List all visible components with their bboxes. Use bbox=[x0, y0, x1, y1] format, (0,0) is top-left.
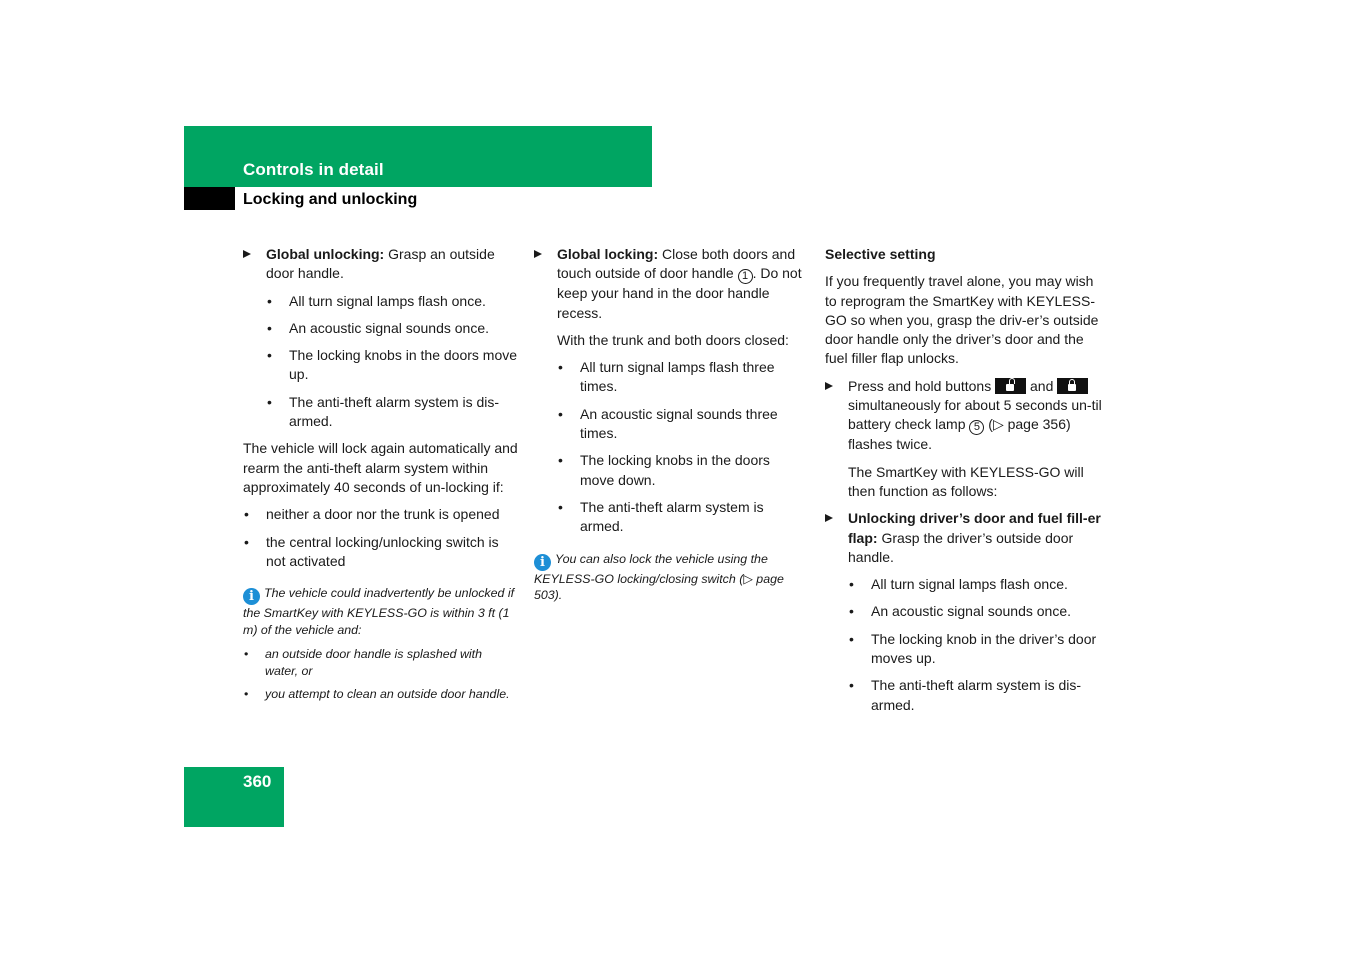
step-arrow-icon bbox=[243, 250, 251, 258]
page-number: 360 bbox=[243, 772, 272, 791]
lock-result-list bbox=[534, 358, 806, 536]
driver-unlock-result-list bbox=[825, 575, 1105, 715]
list-item: • The anti-theft alarm system is dis-armed. bbox=[267, 393, 500, 430]
function-paragraph: The SmartKey with KEYLESS-GO will then function as follows: bbox=[848, 463, 1084, 499]
unlock-icon bbox=[995, 378, 1026, 394]
note-list bbox=[243, 646, 518, 703]
callout-number-5: 5 bbox=[969, 420, 984, 435]
column-3 bbox=[825, 245, 1105, 723]
section-title: Locking and unlocking bbox=[243, 191, 418, 208]
unlock-result-list bbox=[243, 292, 518, 432]
list-item: • an outside door handle is splashed with water, or bbox=[244, 646, 482, 678]
selective-intro: If you frequently travel alone, you may wish to reprogram the SmartKey with KEYLESS-GO so when you, grasp the driv-er’s outside door handle only the driver’s door and the fuel filler flap unlocks. bbox=[825, 273, 1099, 367]
chapter-title: Controls in detail bbox=[243, 160, 384, 179]
selective-setting-heading: Selective setting bbox=[825, 246, 936, 262]
info-note: i You can also lock the vehicle using the KEYLESS-GO locking/closing switch (▷ page 503). bbox=[534, 551, 784, 603]
list-item: • All turn signal lamps flash three times. bbox=[558, 359, 775, 395]
list-item: • The anti-theft alarm system is armed. bbox=[558, 498, 764, 535]
list-item: • The anti-theft alarm system is dis-armed. bbox=[849, 677, 1082, 713]
lock-condition-paragraph: With the trunk and both doors closed: bbox=[557, 331, 789, 348]
list-item: • neither a door nor the trunk is opened bbox=[244, 506, 500, 523]
step-global-locking: Global locking: Close both doors and touch outside of door handle 1 . Do not keep your hand in the door handle recess. bbox=[534, 245, 806, 323]
column-1 bbox=[243, 245, 518, 710]
step-arrow-icon bbox=[825, 514, 833, 522]
step-text: Grasp an outside door handle. bbox=[266, 246, 495, 282]
info-icon: i bbox=[243, 588, 260, 605]
info-note: i The vehicle could inadvertently be unlocked if the SmartKey with KEYLESS-GO is within 3 ft (1 m) of the vehicle and: bbox=[243, 586, 515, 637]
step-bold-label: Global locking: bbox=[557, 246, 659, 262]
relock-conditions-list bbox=[243, 505, 518, 571]
column-2 bbox=[534, 245, 806, 604]
lock-icon bbox=[1057, 378, 1088, 394]
relock-paragraph: The vehicle will lock again automatically and rearm the anti-theft alarm system within approximately 40 seconds of un-locking if: bbox=[243, 440, 518, 495]
step-bold-label: Global unlocking: bbox=[266, 246, 385, 262]
section-tab-marker bbox=[184, 187, 235, 210]
list-item: • All turn signal lamps flash once. bbox=[267, 292, 486, 309]
info-icon: i bbox=[534, 554, 551, 571]
step-arrow-icon bbox=[825, 382, 833, 390]
step-press-buttons: Press and hold buttons and simultaneously for about 5 seconds un-til battery check lamp 5 (▷ page 356) flashes twice. bbox=[825, 377, 1105, 455]
step-unlock-driver-door: Unlocking driver’s door and fuel fill-er flap: Grasp the driver’s outside door handle. bbox=[825, 509, 1105, 567]
list-item: • An acoustic signal sounds once. bbox=[267, 319, 490, 336]
list-item: • The locking knob in the driver’s door moves up. bbox=[849, 630, 1097, 667]
callout-number-1: 1 bbox=[738, 269, 753, 284]
list-item: • you attempt to clean an outside door handle. bbox=[244, 687, 510, 702]
list-item: • All turn signal lamps flash once. bbox=[849, 576, 1068, 593]
list-item: • The locking knobs in the doors move down. bbox=[558, 452, 770, 488]
list-item: • The locking knobs in the doors move up. bbox=[267, 347, 518, 383]
step-arrow-icon bbox=[534, 250, 542, 258]
list-item: • the central locking/unlocking switch is not activated bbox=[244, 533, 499, 569]
list-item: • An acoustic signal sounds once. bbox=[849, 603, 1072, 620]
list-item: • An acoustic signal sounds three times. bbox=[558, 405, 778, 442]
step-global-unlocking bbox=[243, 245, 518, 284]
step-bold-label: Unlocking driver’s door and fuel fill-er flap: bbox=[848, 510, 1101, 546]
